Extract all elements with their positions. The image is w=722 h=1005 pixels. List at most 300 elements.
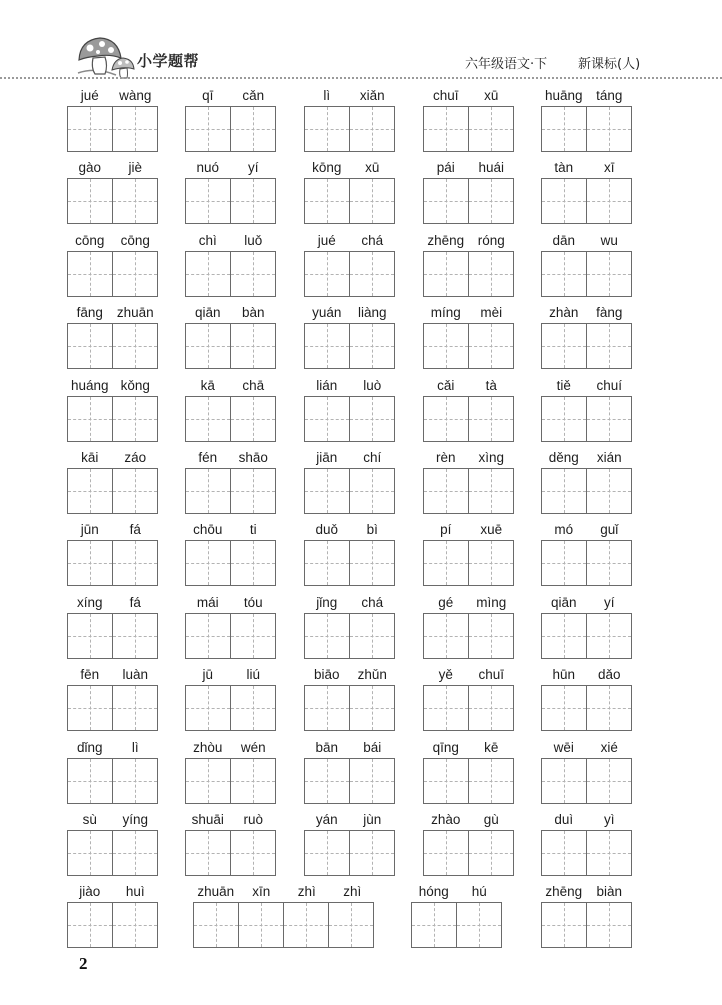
word-group: [541, 87, 632, 152]
pinyin-line: [423, 811, 514, 829]
pinyin-line: [304, 87, 395, 105]
pinyin-label: zhǔn: [357, 667, 387, 683]
writing-cell: [423, 396, 469, 442]
word-group: [541, 883, 632, 948]
pinyin-label: fàng: [596, 305, 623, 321]
word-group: [423, 377, 514, 442]
writing-cell: [230, 758, 276, 804]
pinyin-line: [185, 304, 276, 322]
pinyin-line: [185, 377, 276, 395]
pinyin-line: [185, 811, 276, 829]
writing-boxes: [185, 323, 276, 369]
pinyin-label: lì: [131, 739, 139, 755]
word-group: [541, 666, 632, 731]
pinyin-line: [541, 883, 632, 901]
writing-cell: [67, 396, 113, 442]
word-group: [304, 304, 395, 369]
pinyin-line: [541, 811, 632, 829]
word-group: [67, 883, 158, 948]
writing-cell: [67, 540, 113, 586]
pinyin-line: [541, 521, 632, 539]
pinyin-line: [304, 666, 395, 684]
pinyin-label: róng: [477, 232, 505, 248]
writing-cell: [230, 613, 276, 659]
writing-cell: [349, 540, 395, 586]
word-group: [304, 739, 395, 804]
pinyin-label: duǒ: [315, 522, 339, 538]
pinyin-line: [304, 377, 395, 395]
writing-boxes: [423, 251, 514, 297]
pinyin-label: tà: [485, 377, 497, 393]
writing-cell: [185, 613, 231, 659]
word-group: [67, 377, 158, 442]
pinyin-label: zhàn: [549, 305, 579, 321]
pinyin-label: jūn: [80, 522, 99, 538]
pinyin-line: [541, 87, 632, 105]
pinyin-label: liú: [246, 667, 260, 683]
pinyin-label: hóng: [418, 884, 449, 900]
pinyin-line: [541, 449, 632, 467]
writing-cell: [349, 251, 395, 297]
pinyin-label: záo: [124, 450, 147, 465]
word-group: [185, 377, 276, 442]
writing-cell: [541, 106, 587, 152]
pinyin-label: yì: [603, 812, 615, 827]
word-group: [67, 232, 158, 297]
writing-cell: [328, 902, 374, 948]
pinyin-line: [193, 883, 375, 901]
writing-cell: [423, 323, 469, 369]
writing-cell: [586, 613, 632, 659]
word-group: [304, 232, 395, 297]
word-group: [67, 521, 158, 586]
pinyin-line: [423, 666, 514, 684]
writing-boxes: [423, 323, 514, 369]
writing-cell: [304, 106, 350, 152]
writing-cell: [541, 540, 587, 586]
writing-cell: [468, 685, 514, 731]
writing-boxes: [304, 323, 395, 369]
writing-cell: [230, 468, 276, 514]
writing-boxes: [304, 685, 395, 731]
pinyin-label: shuāi: [191, 812, 224, 827]
writing-cell: [67, 685, 113, 731]
writing-cell: [112, 540, 158, 586]
writing-cell: [468, 613, 514, 659]
pinyin-label: děng: [548, 450, 579, 465]
pinyin-label: chuí: [596, 377, 623, 393]
writing-boxes: [411, 902, 502, 948]
writing-cell: [185, 830, 231, 876]
book-edition: 新课标(人): [578, 57, 641, 72]
pinyin-line: [423, 739, 514, 757]
header-divider: [0, 77, 722, 79]
pinyin-label: chì: [198, 232, 217, 248]
word-group: [67, 739, 158, 804]
writing-boxes: [185, 540, 276, 586]
writing-cell: [304, 396, 350, 442]
writing-cell: [586, 323, 632, 369]
word-group: [423, 811, 514, 876]
writing-cell: [411, 902, 457, 948]
pinyin-label: chá: [361, 232, 384, 248]
writing-cell: [230, 251, 276, 297]
pinyin-label: pí: [440, 522, 452, 538]
pinyin-label: yuán: [312, 305, 342, 321]
pinyin-label: jiào: [79, 884, 101, 900]
writing-cell: [304, 468, 350, 514]
writing-cell: [586, 178, 632, 224]
writing-cell: [304, 830, 350, 876]
pinyin-label: fá: [129, 594, 141, 610]
writing-cell: [349, 685, 395, 731]
pinyin-label: kē: [484, 739, 499, 755]
writing-boxes: [304, 613, 395, 659]
writing-cell: [468, 178, 514, 224]
writing-boxes: [541, 540, 632, 586]
pinyin-label: zhuān: [116, 305, 154, 321]
writing-cell: [193, 902, 239, 948]
pinyin-label: kǒng: [120, 377, 150, 393]
writing-cell: [304, 685, 350, 731]
pinyin-label: huáng: [70, 377, 109, 393]
writing-boxes: [541, 251, 632, 297]
writing-cell: [468, 323, 514, 369]
writing-boxes: [423, 613, 514, 659]
writing-cell: [67, 323, 113, 369]
pinyin-line: [541, 377, 632, 395]
pinyin-label: chí: [363, 450, 382, 465]
page-number: 2: [79, 954, 88, 973]
writing-cell: [423, 613, 469, 659]
word-group: [541, 521, 632, 586]
writing-boxes: [193, 902, 375, 948]
word-group: [185, 159, 276, 224]
writing-boxes: [304, 251, 395, 297]
word-group: [67, 594, 158, 659]
pinyin-label: zhì: [343, 884, 362, 900]
pinyin-line: [185, 666, 276, 684]
pinyin-line: [185, 159, 276, 177]
writing-boxes: [67, 178, 158, 224]
writing-boxes: [423, 685, 514, 731]
writing-cell: [112, 830, 158, 876]
writing-boxes: [304, 758, 395, 804]
pinyin-label: xū: [365, 160, 380, 176]
writing-boxes: [423, 758, 514, 804]
writing-cell: [349, 323, 395, 369]
pinyin-label: nuó: [196, 160, 220, 176]
writing-cell: [586, 902, 632, 948]
pinyin-label: luàn: [122, 667, 149, 683]
writing-cell: [349, 106, 395, 152]
pinyin-label: bàn: [241, 305, 265, 321]
word-group: [67, 87, 158, 152]
writing-cell: [349, 758, 395, 804]
writing-boxes: [423, 106, 514, 152]
word-group: [67, 159, 158, 224]
pinyin-line: [67, 159, 158, 177]
pinyin-label: tàn: [554, 160, 574, 176]
writing-cell: [112, 758, 158, 804]
pinyin-label: cōng: [75, 232, 105, 248]
writing-cell: [468, 396, 514, 442]
pinyin-label: míng: [430, 305, 461, 321]
pinyin-label: bái: [363, 739, 382, 755]
pinyin-line: [185, 232, 276, 250]
writing-cell: [541, 758, 587, 804]
word-group: [304, 521, 395, 586]
writing-cell: [67, 468, 113, 514]
writing-boxes: [541, 468, 632, 514]
writing-cell: [112, 251, 158, 297]
word-group: [185, 449, 276, 514]
pinyin-line: [67, 739, 158, 757]
word-group: [185, 232, 276, 297]
pinyin-line: [541, 232, 632, 250]
pinyin-line: [423, 377, 514, 395]
writing-cell: [349, 613, 395, 659]
writing-boxes: [67, 685, 158, 731]
writing-cell: [423, 685, 469, 731]
pinyin-label: dān: [552, 232, 576, 248]
writing-boxes: [541, 758, 632, 804]
writing-cell: [541, 251, 587, 297]
writing-boxes: [67, 323, 158, 369]
word-group: [304, 449, 395, 514]
pinyin-line: [67, 521, 158, 539]
writing-cell: [541, 396, 587, 442]
writing-boxes: [185, 178, 276, 224]
pinyin-label: xiǎn: [359, 88, 385, 103]
pinyin-line: [423, 304, 514, 322]
pinyin-label: lián: [316, 377, 338, 393]
writing-cell: [112, 323, 158, 369]
writing-cell: [230, 830, 276, 876]
writing-boxes: [423, 396, 514, 442]
pinyin-label: xīn: [252, 884, 271, 900]
pinyin-label: chá: [361, 594, 384, 610]
pinyin-line: [304, 304, 395, 322]
writing-cell: [423, 758, 469, 804]
pinyin-label: cǎn: [242, 88, 265, 103]
word-group: [304, 811, 395, 876]
word-group: [304, 666, 395, 731]
pinyin-line: [67, 666, 158, 684]
pinyin-label: tiě: [556, 377, 571, 393]
pinyin-line: [541, 666, 632, 684]
word-group: [541, 232, 632, 297]
word-group: [185, 521, 276, 586]
pinyin-line: [67, 811, 158, 829]
writing-cell: [185, 685, 231, 731]
pinyin-label: jué: [80, 88, 99, 103]
pinyin-label: xián: [596, 450, 622, 465]
word-group: [541, 377, 632, 442]
writing-boxes: [185, 106, 276, 152]
word-group: [423, 521, 514, 586]
pinyin-label: huái: [478, 160, 505, 176]
pinyin-line: [67, 449, 158, 467]
pinyin-label: biàn: [596, 884, 623, 900]
writing-cell: [112, 178, 158, 224]
pinyin-line: [541, 159, 632, 177]
writing-cell: [185, 468, 231, 514]
pinyin-line: [411, 883, 502, 901]
writing-boxes: [67, 613, 158, 659]
writing-boxes: [304, 178, 395, 224]
writing-cell: [67, 106, 113, 152]
writing-cell: [112, 613, 158, 659]
writing-cell: [423, 540, 469, 586]
pinyin-label: mó: [554, 522, 574, 538]
writing-cell: [304, 758, 350, 804]
mushroom-logo-icon: [76, 36, 136, 80]
pinyin-label: kā: [200, 377, 215, 393]
pinyin-line: [304, 521, 395, 539]
pinyin-label: kōng: [312, 160, 342, 176]
writing-boxes: [185, 685, 276, 731]
writing-boxes: [67, 758, 158, 804]
pinyin-label: zhào: [431, 812, 461, 827]
writing-cell: [230, 323, 276, 369]
word-group: [411, 883, 502, 948]
pinyin-label: xìng: [478, 450, 505, 465]
writing-cell: [456, 902, 502, 948]
writing-cell: [112, 396, 158, 442]
pinyin-line: [423, 521, 514, 539]
pinyin-label: guǐ: [600, 522, 619, 538]
writing-cell: [349, 830, 395, 876]
writing-cell: [468, 830, 514, 876]
writing-boxes: [304, 830, 395, 876]
word-group: [193, 883, 375, 948]
writing-boxes: [67, 830, 158, 876]
word-group: [423, 232, 514, 297]
pinyin-line: [423, 449, 514, 467]
pinyin-label: táng: [596, 88, 623, 103]
pinyin-label: tóu: [243, 594, 263, 610]
pinyin-label: yě: [438, 667, 453, 683]
writing-boxes: [304, 468, 395, 514]
pinyin-label: fēn: [80, 667, 100, 683]
pinyin-label: wén: [240, 739, 266, 755]
writing-cell: [541, 902, 587, 948]
pinyin-label: xuē: [480, 522, 503, 538]
writing-cell: [304, 251, 350, 297]
writing-cell: [586, 685, 632, 731]
pinyin-line: [304, 449, 395, 467]
writing-cell: [541, 178, 587, 224]
word-group: [185, 811, 276, 876]
writing-cell: [468, 758, 514, 804]
writing-cell: [112, 685, 158, 731]
writing-cell: [67, 178, 113, 224]
pinyin-label: wàng: [119, 88, 152, 103]
pinyin-line: [67, 883, 158, 901]
writing-boxes: [185, 251, 276, 297]
writing-boxes: [541, 323, 632, 369]
pinyin-label: jiè: [128, 160, 142, 176]
pinyin-label: wu: [600, 232, 618, 248]
pinyin-label: hūn: [552, 667, 576, 683]
pinyin-label: zhì: [297, 884, 316, 900]
writing-cell: [468, 251, 514, 297]
book-subject: 六年级语文·下: [465, 57, 548, 72]
pinyin-line: [67, 377, 158, 395]
pinyin-label: mèi: [480, 305, 503, 321]
word-group: [304, 159, 395, 224]
pinyin-label: xū: [484, 88, 499, 103]
word-group: [423, 449, 514, 514]
pinyin-label: yí: [603, 594, 615, 610]
pinyin-label: hú: [471, 884, 487, 900]
writing-cell: [541, 830, 587, 876]
word-group: [541, 594, 632, 659]
writing-boxes: [541, 685, 632, 731]
writing-boxes: [541, 178, 632, 224]
pinyin-label: jué: [317, 232, 336, 248]
writing-cell: [423, 106, 469, 152]
writing-boxes: [185, 758, 276, 804]
word-group: [541, 449, 632, 514]
word-group: [67, 811, 158, 876]
pinyin-label: zhuān: [197, 884, 235, 900]
word-group: [423, 666, 514, 731]
writing-boxes: [185, 468, 276, 514]
pinyin-label: luò: [363, 377, 382, 393]
writing-cell: [586, 251, 632, 297]
pinyin-line: [67, 232, 158, 250]
writing-boxes: [541, 106, 632, 152]
writing-cell: [230, 540, 276, 586]
writing-cell: [67, 758, 113, 804]
pinyin-line: [304, 811, 395, 829]
pinyin-label: pái: [436, 160, 455, 176]
writing-cell: [185, 251, 231, 297]
pinyin-label: bì: [366, 522, 378, 538]
word-group: [67, 304, 158, 369]
writing-cell: [185, 178, 231, 224]
writing-cell: [304, 323, 350, 369]
pinyin-label: zhēng: [545, 884, 583, 900]
word-group: [423, 304, 514, 369]
pinyin-label: gào: [78, 160, 102, 176]
pinyin-label: cōng: [120, 232, 150, 248]
word-group: [423, 739, 514, 804]
writing-cell: [586, 468, 632, 514]
pinyin-label: qiān: [194, 305, 221, 321]
writing-boxes: [304, 540, 395, 586]
pinyin-label: chōu: [193, 522, 223, 538]
pinyin-label: jū: [202, 667, 213, 683]
pinyin-label: kāi: [81, 450, 99, 465]
writing-cell: [112, 106, 158, 152]
word-group: [185, 739, 276, 804]
writing-cell: [349, 396, 395, 442]
writing-cell: [423, 830, 469, 876]
writing-cell: [586, 106, 632, 152]
writing-cell: [112, 902, 158, 948]
writing-cell: [283, 902, 329, 948]
pinyin-line: [185, 87, 276, 105]
pinyin-label: fāng: [76, 305, 103, 321]
word-group: [541, 304, 632, 369]
pinyin-line: [67, 594, 158, 612]
pinyin-label: zhòu: [193, 739, 223, 755]
pinyin-label: chā: [242, 377, 265, 393]
writing-cell: [468, 540, 514, 586]
